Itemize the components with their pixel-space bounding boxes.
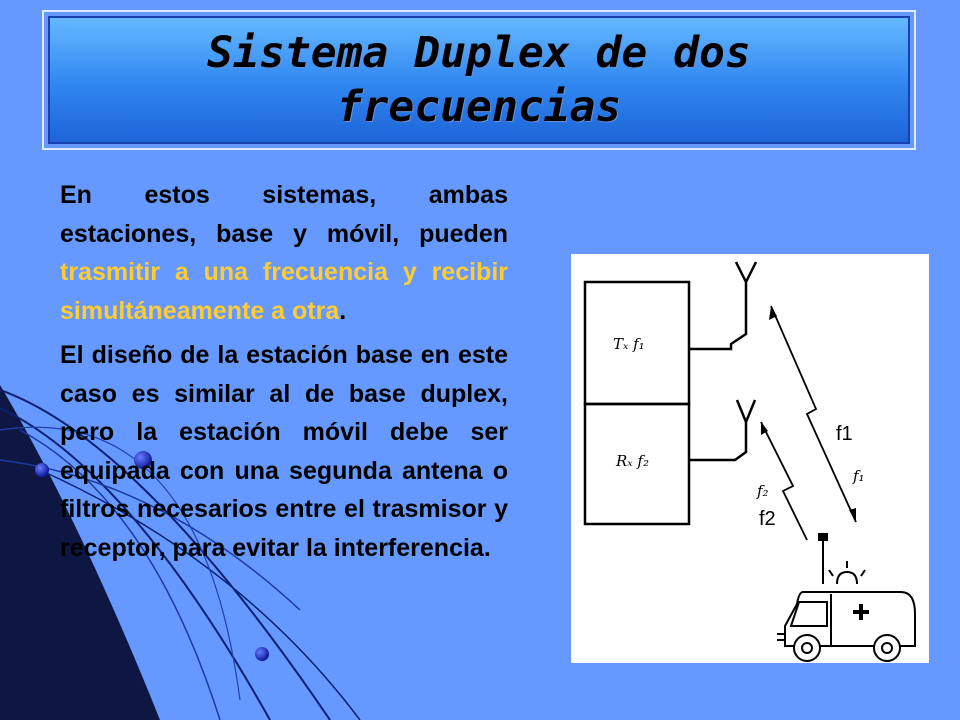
diagram-svg [571,254,929,663]
paragraph-1-highlight: trasmitir a una frecuencia y recibir simultáneamente a otra [60,258,508,325]
f-down-label: f₁ [853,467,865,485]
antenna-1-icon [689,262,756,349]
bullet-dot [255,647,269,661]
f-up-label: f₂ [757,482,769,500]
rx-label: Rₓ f₂ [616,452,649,470]
antenna-2-icon [689,400,755,460]
tx-label: Tₓ f₁ [613,335,645,353]
signal-f1-arrow-bottom [849,508,856,522]
paragraph-2: El diseño de la estación base en este caso es similar al de base duplex, pero la estación móvil debe ser equipada con una segunda antena o filtros necesarios entre el trasmisor y receptor, para evitar la interferencia. [60,341,508,562]
red-cross-icon [853,604,869,620]
paragraph-1-intro: En estos sistemas, ambas estaciones, base y móvil, pueden [60,181,508,248]
body-text [60,176,508,573]
f1-label: f1 [836,423,853,445]
ambulance-icon [777,534,915,661]
title-frame [42,10,916,150]
title-banner [48,16,910,144]
f2-label: f2 [759,508,776,530]
paragraph-1-end: . [339,296,347,325]
signal-f1-zigzag [771,306,856,522]
bullet-dot [35,463,49,477]
paragraph-1 [60,176,508,330]
slide-title: Sistema Duplex de dos frecuencias [207,28,751,132]
duplex-diagram [571,254,929,663]
